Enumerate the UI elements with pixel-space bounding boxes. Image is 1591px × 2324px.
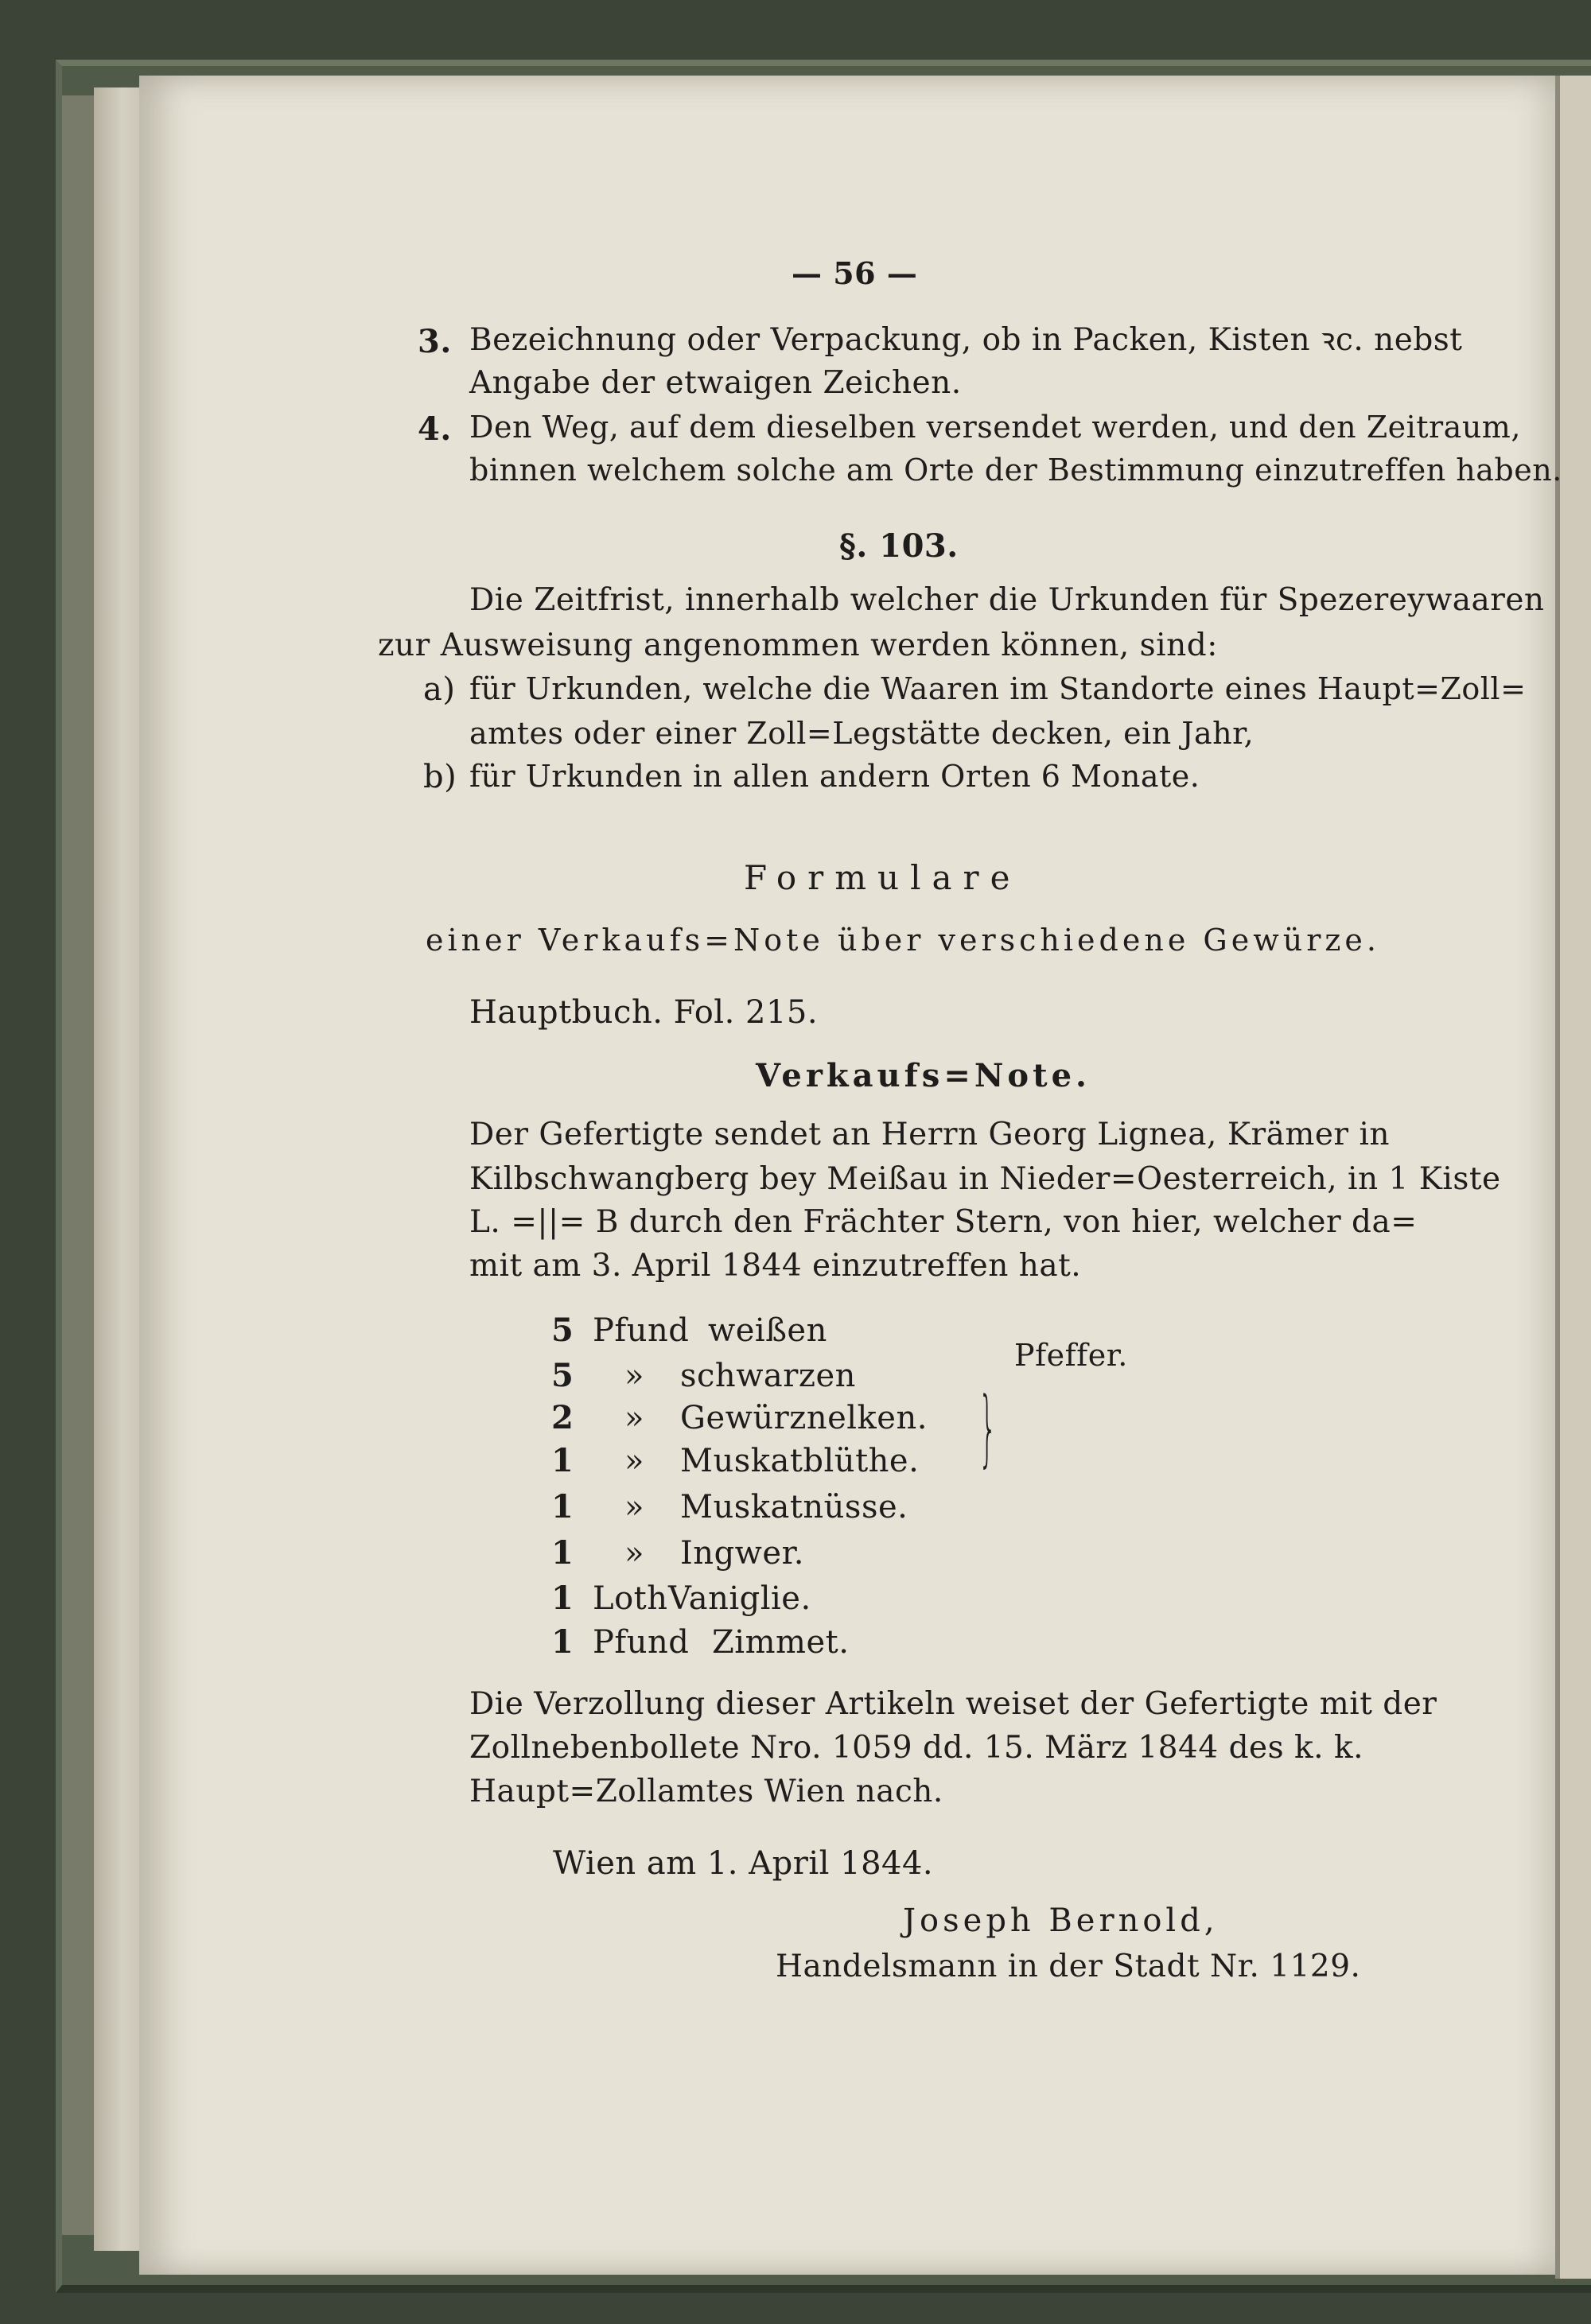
goods-unit: » <box>624 1535 644 1572</box>
facing-page-edge <box>1555 76 1591 2279</box>
goods-name: Muskatblüthe. <box>680 1443 920 1479</box>
goods-name: Zimmet. <box>712 1624 850 1661</box>
item-text-line: Bezeichnung oder Verpackung, ob in Packen, Kisten ꝛc. nebst <box>469 322 1463 358</box>
page-edges-left <box>62 95 94 2235</box>
goods-unit: » <box>624 1400 644 1436</box>
section-heading: §. 103. <box>839 527 959 565</box>
goods-unit: Pfund <box>593 1312 690 1349</box>
goods-unit: » <box>624 1489 644 1525</box>
closing-text-line: Haupt=Zollamtes Wien nach. <box>469 1774 943 1809</box>
section-text-line: zur Ausweisung angenommen werden können, sind: <box>378 628 1218 663</box>
formulare-heading: Formulare <box>744 858 1021 897</box>
note-text-line: mit am 3. April 1844 einzutreffen hat. <box>469 1248 1082 1284</box>
sub-item-label: a) <box>423 671 456 708</box>
note-text-line: L. =||= B durch den Frächter Stern, von hier, welcher da= <box>469 1204 1418 1240</box>
hauptbuch-reference: Hauptbuch. Fol. 215. <box>469 994 819 1031</box>
goods-unit: Loth <box>593 1580 668 1617</box>
goods-qty: 5 <box>551 1312 574 1349</box>
pfeffer-label: Pfeffer. <box>1014 1338 1128 1373</box>
sub-item-label: b) <box>423 759 457 795</box>
item-text-line: Den Weg, auf dem dieselben versendet werden, und den Zeitraum, <box>469 410 1521 445</box>
note-heading: Verkaufs=Note. <box>756 1057 1091 1094</box>
goods-name: Vaniglie. <box>668 1580 811 1617</box>
goods-qty: 1 <box>551 1534 574 1572</box>
goods-qty: 5 <box>551 1357 574 1394</box>
signature-name: Joseph Bernold, <box>903 1902 1219 1939</box>
signature-title: Handelsmann in der Stadt Nr. 1129. <box>776 1949 1361 1984</box>
item-number: 4. <box>418 410 452 448</box>
sub-item-text-line: amtes oder einer Zoll=Legstätte decken, ein Jahr, <box>469 716 1255 751</box>
sub-item-text-line: für Urkunden, welche die Waaren im Standorte eines Haupt=Zoll= <box>469 671 1527 706</box>
goods-qty: 1 <box>551 1580 574 1617</box>
closing-text-line: Die Verzollung dieser Artikeln weiset der Gefertigte mit der <box>469 1686 1437 1722</box>
book-page <box>139 76 1562 2275</box>
goods-name: weißen <box>708 1312 827 1349</box>
note-text-line: Kilbschwangberg bey Meißau in Nieder=Oesterreich, in 1 Kiste <box>469 1161 1501 1197</box>
goods-qty: 2 <box>551 1399 574 1436</box>
formulare-subheading: einer Verkaufs=Note über verschiedene Gewürze. <box>426 923 1380 958</box>
item-number: 3. <box>418 323 452 360</box>
goods-qty: 1 <box>551 1623 574 1661</box>
note-text-line: Der Gefertigte sendet an Herrn Georg Lignea, Krämer in <box>469 1117 1391 1152</box>
page-number: — 56 — <box>792 255 918 291</box>
goods-name: Muskatnüsse. <box>680 1489 908 1525</box>
goods-unit: » <box>624 1358 644 1394</box>
goods-name: Ingwer. <box>680 1535 805 1572</box>
goods-unit: » <box>624 1443 644 1479</box>
brace-bracket: } <box>978 1379 998 1476</box>
goods-unit: Pfund <box>593 1624 690 1661</box>
closing-text-line: Zollnebenbollete Nro. 1059 dd. 15. März 1844 des k. k. <box>469 1730 1363 1766</box>
goods-name: Gewürznelken. <box>680 1400 928 1436</box>
goods-name: schwarzen <box>680 1358 856 1394</box>
goods-qty: 1 <box>551 1488 574 1525</box>
section-text-line: Die Zeitfrist, innerhalb welcher die Urkunden für Spezereywaaren <box>469 582 1545 618</box>
date-line: Wien am 1. April 1844. <box>553 1845 934 1882</box>
sub-item-text-line: für Urkunden in allen andern Orten 6 Monate. <box>469 759 1200 794</box>
item-text-line: binnen welchem solche am Orte der Bestimmung einzutreffen haben. <box>469 453 1562 488</box>
goods-qty: 1 <box>551 1442 574 1479</box>
item-text-line: Angabe der etwaigen Zeichen. <box>469 365 962 401</box>
